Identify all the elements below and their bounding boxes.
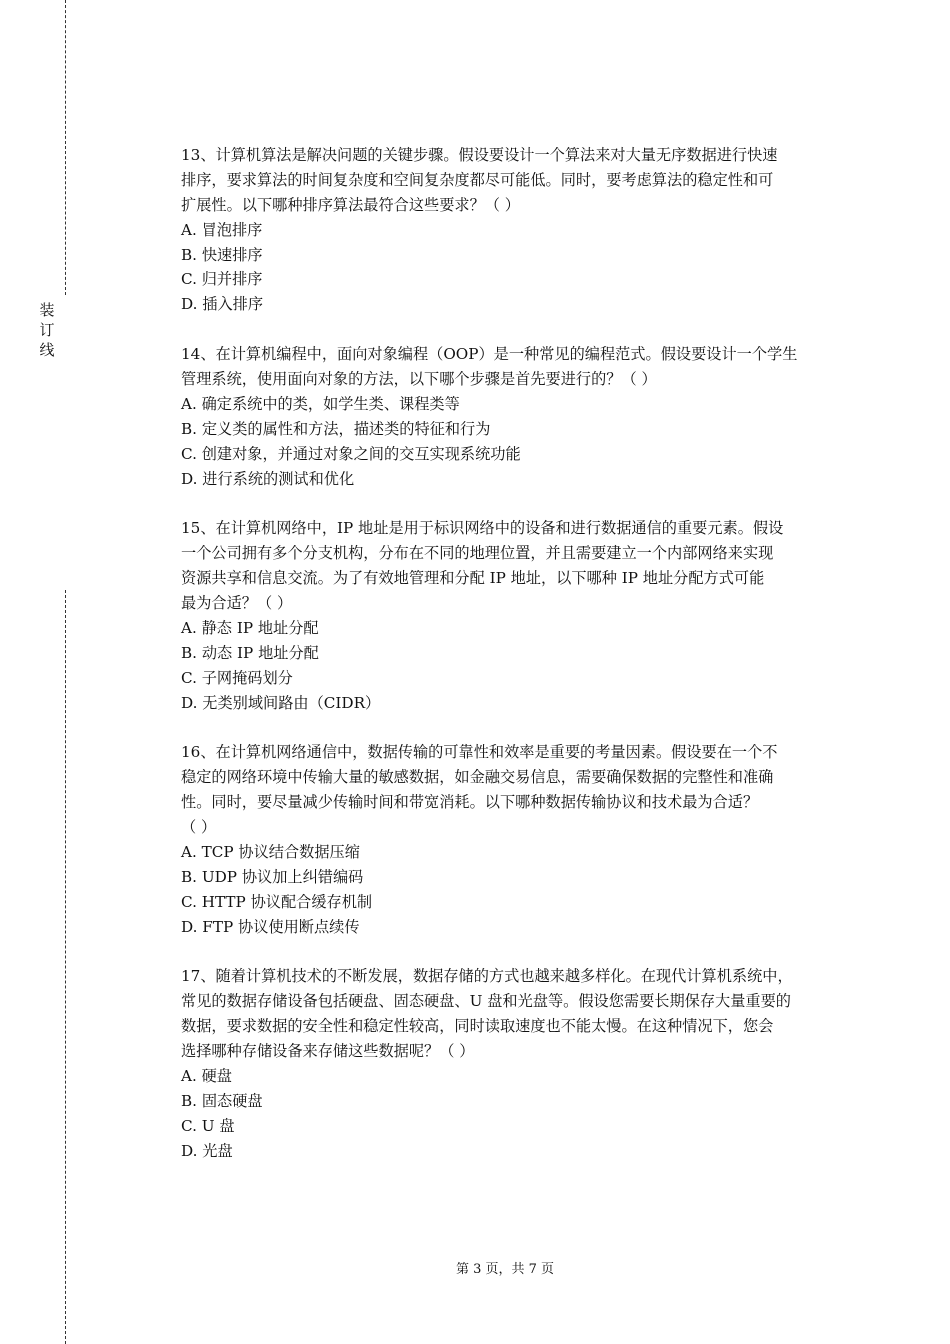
answer-option: D. 进行系统的测试和优化 <box>181 469 355 488</box>
answer-option: B. 动态 IP 地址分配 <box>181 643 319 662</box>
question-13 <box>181 143 841 317</box>
question-stem-line: 数据，要求数据的安全性和稳定性较高，同时读取速度也不能太慢。在这种情况下，您会 <box>181 1017 774 1036</box>
question-stem-line: 管理系统，使用面向对象的方法，以下哪个步骤是首先要进行的？（ ） <box>181 370 657 389</box>
answer-option: C. 创建对象，并通过对象之间的交互实现系统功能 <box>181 444 521 463</box>
question-stem-line: 常见的数据存储设备包括硬盘、固态硬盘、U 盘和光盘等。假设您需要长期保存大量重要的 <box>181 992 791 1011</box>
question-stem-line: （ ） <box>181 818 217 837</box>
answer-option: C. U 盘 <box>181 1116 235 1135</box>
answer-option: A. TCP 协议结合数据压缩 <box>181 842 360 861</box>
answer-option: D. 插入排序 <box>181 295 264 314</box>
question-stem-line: 稳定的网络环境中传输大量的敏感数据，如金融交易信息，需要确保数据的完整性和准确 <box>181 768 774 787</box>
question-stem-line: 资源共享和信息交流。为了有效地管理和分配 IP 地址，以下哪种 IP 地址分配方式可能 <box>181 569 765 588</box>
question-list <box>181 143 841 1188</box>
binding-line-bottom <box>65 590 66 1344</box>
question-stem-line: 15、在计算机网络中，IP 地址是用于标识网络中的设备和进行数据通信的重要元素。假设 <box>181 519 784 538</box>
page-footer: 第 3 页，共 7 页 <box>455 1262 555 1277</box>
question-stem-line: 一个公司拥有多个分支机构，分布在不同的地理位置，并且需要建立一个内部网络来实现 <box>181 544 774 563</box>
answer-option: B. UDP 协议加上纠错编码 <box>181 867 364 886</box>
question-16 <box>181 740 841 939</box>
question-stem-line: 扩展性。以下哪种排序算法最符合这些要求？（ ） <box>181 195 520 214</box>
question-stem-line: 14、在计算机编程中，面向对象编程（OOP）是一种常见的编程范式。假设要设计一个学生 <box>181 345 798 364</box>
question-stem-line: 性。同时，要尽量减少传输时间和带宽消耗。以下哪种数据传输协议和技术最为合适？ <box>181 793 759 812</box>
answer-option: C. 子网掩码划分 <box>181 668 293 687</box>
answer-option: C. HTTP 协议配合缓存机制 <box>181 892 373 911</box>
question-stem-line: 16、在计算机网络通信中，数据传输的可靠性和效率是重要的考量因素。假设要在一个不 <box>181 743 778 762</box>
question-stem-line: 排序，要求算法的时间复杂度和空间复杂度都尽可能低。同时，要考虑算法的稳定性和可 <box>181 170 774 189</box>
answer-option: C. 归并排序 <box>181 270 263 289</box>
binding-line-top <box>65 0 66 295</box>
question-15 <box>181 516 841 715</box>
answer-option: B. 固态硬盘 <box>181 1091 263 1110</box>
binding-label: 装订线 <box>39 301 55 359</box>
answer-option: D. FTP 协议使用断点续传 <box>181 917 360 936</box>
question-stem-line: 最为合适？（ ） <box>181 594 293 613</box>
answer-option: A. 确定系统中的类，如学生类、课程类等 <box>181 394 460 413</box>
answer-option: B. 快速排序 <box>181 245 263 264</box>
answer-option: A. 冒泡排序 <box>181 220 263 239</box>
question-stem-line: 13、计算机算法是解决问题的关键步骤。假设要设计一个算法来对大量无序数据进行快速 <box>181 146 778 164</box>
question-17 <box>181 964 841 1163</box>
answer-option: D. 光盘 <box>181 1141 233 1160</box>
question-stem-line: 17、随着计算机技术的不断发展，数据存储的方式也越来越多样化。在现代计算机系统中， <box>181 967 793 986</box>
question-stem-line: 选择哪种存储设备来存储这些数据呢？（ ） <box>181 1042 475 1061</box>
answer-option: A. 硬盘 <box>181 1066 232 1085</box>
answer-option: A. 静态 IP 地址分配 <box>181 618 319 637</box>
answer-option: D. 无类别域间路由（CIDR） <box>181 693 381 712</box>
answer-option: B. 定义类的属性和方法，描述类的特征和行为 <box>181 419 491 438</box>
question-14 <box>181 342 841 491</box>
